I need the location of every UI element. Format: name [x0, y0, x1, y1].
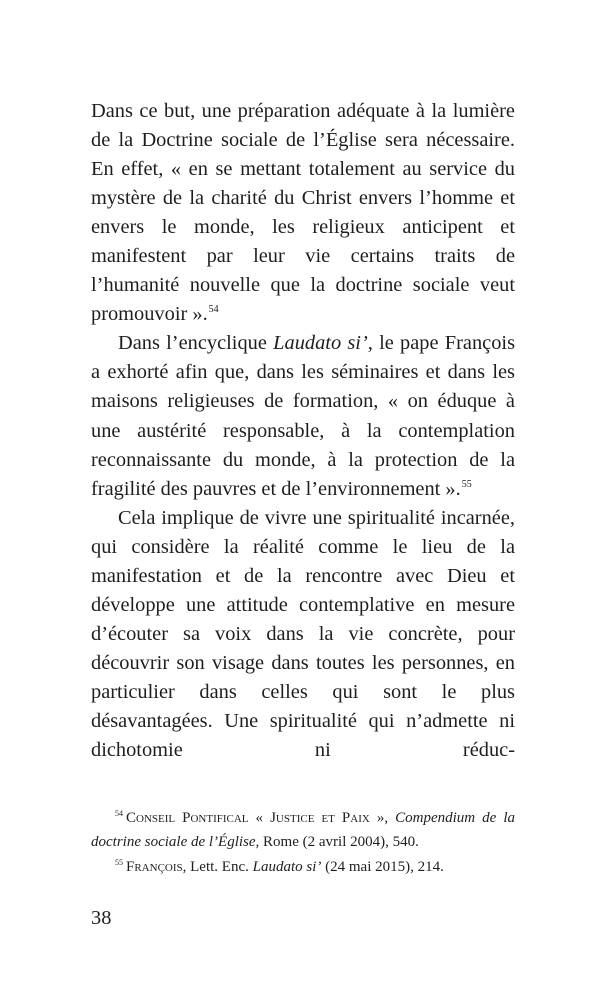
encyclical-title: Laudato si’, — [273, 332, 373, 355]
footnote-55-author: François — [126, 858, 183, 875]
footnote-54-separator: , — [384, 810, 396, 826]
footnotes — [91, 806, 515, 879]
paragraph-1 — [91, 97, 515, 329]
footnote-55 — [91, 855, 515, 879]
footnote-54-details: Rome (2 avril 2004), 540. — [259, 834, 419, 851]
page-number: 38 — [91, 907, 112, 929]
footnote-54-title: Compendium de la doctrine sociale de l’Église, — [91, 810, 515, 851]
paragraph-2-text-start: Dans l’encyclique — [118, 332, 274, 355]
paragraph-3-text: Cela implique de vivre une spiritualité incarnée, qui considère la réalité comme le lieu de la manifestation et de la rencontre avec Dieu et développe une attitude contemplative en mesure d’écouter sa voix dans la vie concrète, pour découvrir son visage dans toutes les personnes, en particulier dans celles qui sont le plus désavantagées. Une spiritualité qui n’admette ni dichotomie ni réduc- — [91, 506, 515, 762]
footnote-55-title: Laudato si’ — [252, 858, 322, 875]
footnote-55-middle: , Lett. Enc. — [182, 858, 253, 875]
paragraph-1-text: Dans ce but, une préparation adéquate à la lumière de la Doctrine sociale de l’Église sera nécessaire. En effet, « en se mettant totalement au service du mystère de la charité du Christ envers l’homme et envers le monde, les religieux anticipent et manifestent par leur vie certains traits de l’humanité nouvelle que la doctrine sociale veut promouvoir ». — [91, 100, 515, 326]
footnote-ref-54: 54 — [208, 304, 219, 316]
footnote-ref-55: 55 — [461, 478, 472, 490]
footnote-54 — [91, 806, 515, 855]
footnote-54-number: 54 — [115, 809, 123, 818]
body-text — [91, 97, 515, 765]
footnote-55-details: (24 mai 2015), 214. — [321, 858, 444, 875]
footnote-54-author: Conseil Pontifical « Justice et Paix » — [126, 810, 385, 826]
paragraph-2-text-end: le pape François a exhorté afin que, dans les séminaires et dans les maisons religieuses de formation, « on éduque à une austérité responsable, à la contemplation reconnaissante du monde, à la protection de la fragilité des pauvres et de l’environnement ». — [91, 332, 516, 500]
paragraph-2 — [91, 329, 515, 503]
footnote-55-number: 55 — [115, 857, 123, 867]
paragraph-3 — [91, 504, 515, 765]
